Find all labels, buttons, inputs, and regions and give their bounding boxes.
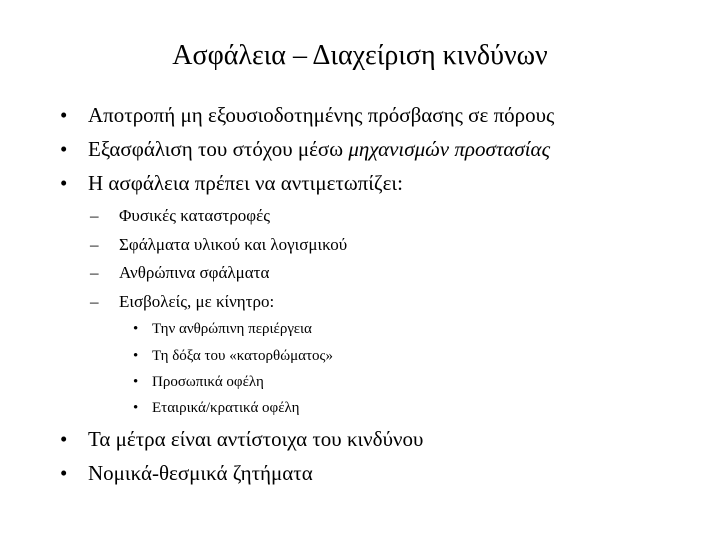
bullet-text: Η ασφάλεια πρέπει να αντιμετωπίζει: xyxy=(88,171,403,195)
bullet-marker: • xyxy=(60,103,68,127)
bullet-text-with-emphasis xyxy=(88,136,550,162)
bullet-marker: • xyxy=(60,427,68,451)
bullet-marker: • xyxy=(133,400,139,416)
bullet-marker: • xyxy=(60,461,68,485)
sub-bullet-text: Ανθρώπινα σφάλματα xyxy=(119,263,270,282)
slide-title: Ασφάλεια – Διαχείριση κινδύνων xyxy=(172,40,548,71)
sub-bullet-text: Εισβολείς, με κίνητρο: xyxy=(119,292,275,311)
bullet-marker: • xyxy=(60,171,68,195)
dash-marker: – xyxy=(90,263,99,282)
sub-bullet-text: Φυσικές καταστροφές xyxy=(119,206,270,225)
sub-bullet-text: Σφάλματα υλικού και λογισμικού xyxy=(119,235,348,254)
bullet-text: Αποτροπή μη εξουσιοδοτημένης πρόσβασης σε πόρους xyxy=(88,103,555,127)
dash-marker: – xyxy=(90,235,99,254)
sub-sub-bullet-text: Τη δόξα του «κατορθώματος» xyxy=(152,348,333,364)
sub-sub-bullet-text: Εταιρικά/κρατικά οφέλη xyxy=(152,400,300,416)
bullet-text: Εξασφάλιση του στόχου μέσω xyxy=(88,137,349,161)
dash-marker: – xyxy=(90,292,99,311)
dash-marker: – xyxy=(90,206,99,225)
bullet-text: Τα μέτρα είναι αντίστοιχα του κινδύνου xyxy=(88,427,424,451)
sub-sub-bullet-text: Προσωπικά οφέλη xyxy=(152,374,264,390)
bullet-marker: • xyxy=(133,374,139,390)
bullet-text: Νομικά-θεσμικά ζητήματα xyxy=(88,461,313,485)
bullet-marker: • xyxy=(133,348,139,364)
bullet-marker: • xyxy=(133,321,139,337)
bullet-emphasis: μηχανισμών προστασίας xyxy=(348,137,551,161)
sub-sub-bullet-text: Την ανθρώπινη περιέργεια xyxy=(152,321,312,337)
bullet-marker: • xyxy=(60,137,68,161)
